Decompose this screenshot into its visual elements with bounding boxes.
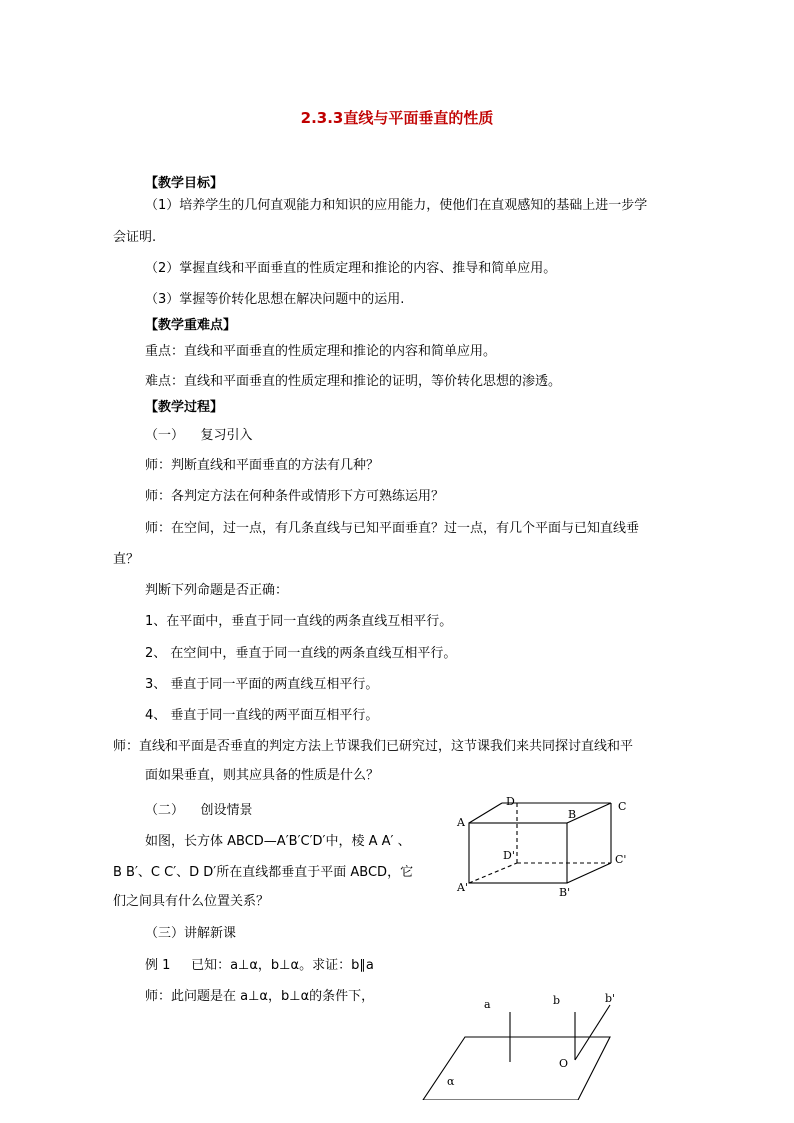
label-o: O [559,1057,569,1070]
key-point: 重点：直线和平面垂直的性质定理和推论的内容和简单应用。 [145,344,497,359]
scenario-line-1: 如图，长方体 ABCD—A′B′C′D′中，棱 A A′ 、 [145,834,411,849]
vertex-label-c-prime: C' [615,853,627,866]
objective-2: （2）掌握直线和平面垂直的性质定理和推论的内容、推导和简单应用。 [145,261,557,276]
teacher-question-2: 师：各判定方法在何种条件或情形下方可熟练运用？ [145,489,445,504]
label-a: a [484,998,491,1011]
plane-lines-figure [420,990,620,1100]
label-b: b [553,994,561,1007]
subsection-new-lesson: （三）讲解新课 [145,926,237,941]
section-heading-key-points: 【教学重难点】 [145,318,237,333]
plane-alpha [423,1037,610,1100]
proposition-3: 3、 垂直于同一平面的两直线互相平行。 [145,677,379,692]
section-heading-process: 【教学过程】 [145,400,224,415]
teacher-question-3-line-2: 直？ [113,552,140,567]
vertex-label-b-prime: B' [559,886,571,899]
cuboid-figure [455,793,635,903]
teacher-intro-line-1: 师：直线和平面是否垂直的判定方法上节课我们已研究过，这节课我们来共同探讨直线和平 [113,739,634,754]
subsection-scenario: （二） 创设情景 [145,803,253,818]
label-b-prime: b' [605,992,616,1005]
example-1: 例 1 已知：a⊥α，b⊥α。求证：b∥a [145,958,374,973]
proposition-2: 2、 在空间中，垂直于同一直线的两条直线互相平行。 [145,646,457,661]
judge-prompt: 判断下列命题是否正确： [145,583,289,598]
vertex-label-a: A [457,816,465,829]
scenario-line-2: B B′、C C′、D D′所在直线都垂直于平面 ABCD，它 [113,865,414,880]
vertex-label-d-prime: D' [503,849,515,862]
vertex-label-a-prime: A' [457,881,468,894]
proposition-1: 1、在平面中，垂直于同一直线的两条直线互相平行。 [145,614,453,629]
objective-1-line-1: （1）培养学生的几何直观能力和知识的应用能力，使他们在直观感知的基础上进一步学 [145,198,648,213]
teacher-intro-line-2: 面如果垂直，则其应具备的性质是什么？ [145,768,380,783]
teacher-question-3-line-1: 师：在空间，过一点，有几条直线与已知平面垂直？过一点，有几个平面与已知直线垂 [145,521,640,536]
objective-3: （3）掌握等价转化思想在解决问题中的运用. [145,292,405,307]
scenario-line-3: 们之间具有什么位置关系？ [113,894,270,909]
vertex-label-c: C [618,800,627,813]
subsection-review: （一） 复习引入 [145,428,253,443]
line-b-prime [575,1005,610,1060]
vertex-label-b: B [568,808,577,821]
page-title: 2.3.3直线与平面垂直的性质 [300,109,494,127]
vertex-label-d: D [506,795,515,808]
difficult-point: 难点：直线和平面垂直的性质定理和推论的证明，等价转化思想的渗透。 [145,374,562,389]
label-alpha: α [447,1075,455,1088]
teacher-example-comment: 师：此问题是在 a⊥α，b⊥α的条件下， [145,989,375,1004]
teacher-question-1: 师：判断直线和平面垂直的方法有几种？ [145,458,380,473]
cuboid-front-face [469,823,567,883]
section-heading-objectives: 【教学目标】 [145,176,224,191]
objective-1-line-2: 会证明. [113,230,157,245]
proposition-4: 4、 垂直于同一直线的两平面互相平行。 [145,708,379,723]
